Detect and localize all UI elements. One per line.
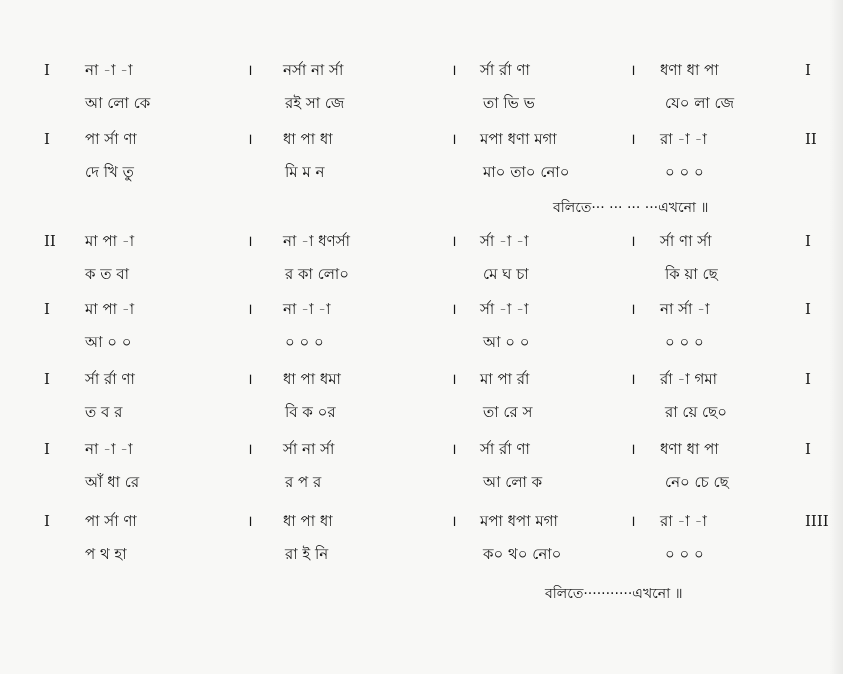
swara-cell: না -া -া (283, 300, 331, 318)
measure-divider: । (247, 440, 253, 458)
swara-cell: র্সা র্রা ণা (480, 61, 530, 79)
lyric-cell: রা ই নি (285, 545, 329, 563)
lyric-row (0, 399, 843, 425)
lyric-cell: ক ত বা (85, 265, 129, 283)
measure-divider: । (630, 130, 636, 148)
lyric-cell: ০ ০ ০ (665, 333, 704, 351)
lyric-cell: আ লো ক (483, 473, 543, 491)
end-barline: IIII (805, 512, 829, 530)
measure-divider: । (630, 512, 636, 530)
lyric-cell: ০ ০ ০ (665, 163, 704, 181)
measure-divider: । (247, 232, 253, 250)
lyric-cell: দে খি তু (85, 163, 134, 181)
swara-cell: র্রা -া গমা (660, 370, 717, 388)
measure-divider: । (451, 440, 457, 458)
swara-row (0, 366, 843, 392)
swara-cell: মা পা র্রা (480, 370, 530, 388)
measure-divider: । (630, 440, 636, 458)
lyric-cell: তা ভি ভ (483, 94, 535, 112)
lyric-cell: র কা লো০ (285, 265, 349, 283)
swara-cell: র্সা র্রা ণা (480, 440, 530, 458)
swara-cell: না -া -া (85, 440, 133, 458)
swara-cell: র্সা র্রা ণা (85, 370, 135, 388)
lyric-row (0, 541, 843, 567)
measure-divider: । (451, 130, 457, 148)
lyric-cell: মা০ তা০ নো০ (483, 163, 570, 181)
measure-divider: । (247, 370, 253, 388)
measure-divider: । (247, 512, 253, 530)
lyric-row (0, 329, 843, 355)
end-barline: I (805, 300, 811, 318)
swara-cell: মপা ধণা মগা (480, 130, 557, 148)
end-barline: I (805, 61, 811, 79)
swara-cell: ধা পা ধমা (283, 370, 341, 388)
lyric-cell: নে০ চে ছে (665, 473, 729, 491)
measure-divider: । (451, 61, 457, 79)
lyric-cell: তা রে স (483, 403, 533, 421)
swara-cell: র্সা -া -া (480, 232, 529, 250)
end-barline: I (805, 370, 811, 388)
measure-divider: । (451, 300, 457, 318)
refrain-cue: বলিতে···········এখনো ॥ (545, 586, 683, 602)
swara-cell: ধা পা ধা (283, 512, 333, 530)
lyric-row (0, 90, 843, 116)
start-barline: I (44, 300, 50, 318)
measure-divider: । (451, 232, 457, 250)
start-barline: I (44, 130, 50, 148)
swara-cell: মপা ধপা মগা (480, 512, 558, 530)
swara-cell: না র্সা -া (660, 300, 710, 318)
lyric-cell: ০ ০ ০ (285, 333, 324, 351)
measure-divider: । (630, 300, 636, 318)
end-barline: I (805, 440, 811, 458)
swara-cell: র্সা -া -া (480, 300, 529, 318)
start-barline: I (44, 370, 50, 388)
lyric-cell: আ লো কে (85, 94, 151, 112)
start-barline: I (44, 440, 50, 458)
page-edge-shadow (829, 0, 843, 674)
swara-cell: না -া -া (85, 61, 133, 79)
lyric-cell: যে০ লা জে (665, 94, 735, 112)
measure-divider: । (247, 300, 253, 318)
measure-divider: । (451, 512, 457, 530)
swara-cell: পা র্সা ণা (85, 130, 137, 148)
end-barline: II (805, 130, 817, 148)
swara-cell: মা পা -া (85, 300, 135, 318)
refrain-cue: বলিতে··· ··· ··· ···এখনো ॥ (553, 200, 709, 216)
swara-row (0, 57, 843, 83)
swara-cell: ধা পা ধা (283, 130, 333, 148)
swara-row (0, 126, 843, 152)
swara-cell: রা -া -া (660, 512, 707, 530)
swara-cell: ধণা ধা পা (660, 440, 719, 458)
lyric-row (0, 261, 843, 287)
swara-cell: ধণা ধা পা (660, 61, 719, 79)
lyric-cell: রই সা জে (285, 94, 345, 112)
lyric-cell: কি য়া ছে (665, 265, 718, 283)
swara-cell: র্সা ণা র্সা (660, 232, 712, 250)
swara-cell: মা পা -া (85, 232, 135, 250)
swara-row (0, 508, 843, 534)
lyric-cell: র প র (285, 473, 322, 491)
measure-divider: । (247, 130, 253, 148)
lyric-cell: ক০ থ০ নো০ (483, 545, 562, 563)
lyric-cell: আ ০ ০ (483, 333, 530, 351)
swara-cell: না -া ধণর্সা (283, 232, 350, 250)
lyric-cell: মে ঘ চা (483, 265, 529, 283)
lyric-cell: ০ ০ ০ (665, 545, 704, 563)
lyric-row (0, 469, 843, 495)
swara-row (0, 436, 843, 462)
measure-divider: । (247, 61, 253, 79)
measure-divider: । (630, 370, 636, 388)
swara-cell: র্সা না র্সা (283, 440, 335, 458)
lyric-cell: ত ব র (85, 403, 123, 421)
swara-cell: নর্সা না র্সা (283, 61, 344, 79)
lyric-row (0, 159, 843, 185)
measure-divider: । (630, 61, 636, 79)
end-barline: I (805, 232, 811, 250)
lyric-cell: রা য়ে ছে০ (665, 403, 727, 421)
start-barline: II (44, 232, 56, 250)
swara-cell: রা -া -া (660, 130, 707, 148)
lyric-cell: মি ম ন (285, 163, 325, 181)
lyric-cell: আঁ ধা রে (85, 473, 140, 491)
swara-row (0, 296, 843, 322)
lyric-cell: আ ০ ০ (85, 333, 132, 351)
swara-cell: পা র্সা ণা (85, 512, 137, 530)
start-barline: I (44, 512, 50, 530)
lyric-cell: প থ হা (85, 545, 127, 563)
lyric-cell: বি ক ০র (285, 403, 336, 421)
start-barline: I (44, 61, 50, 79)
measure-divider: । (451, 370, 457, 388)
swara-row (0, 228, 843, 254)
measure-divider: । (630, 232, 636, 250)
